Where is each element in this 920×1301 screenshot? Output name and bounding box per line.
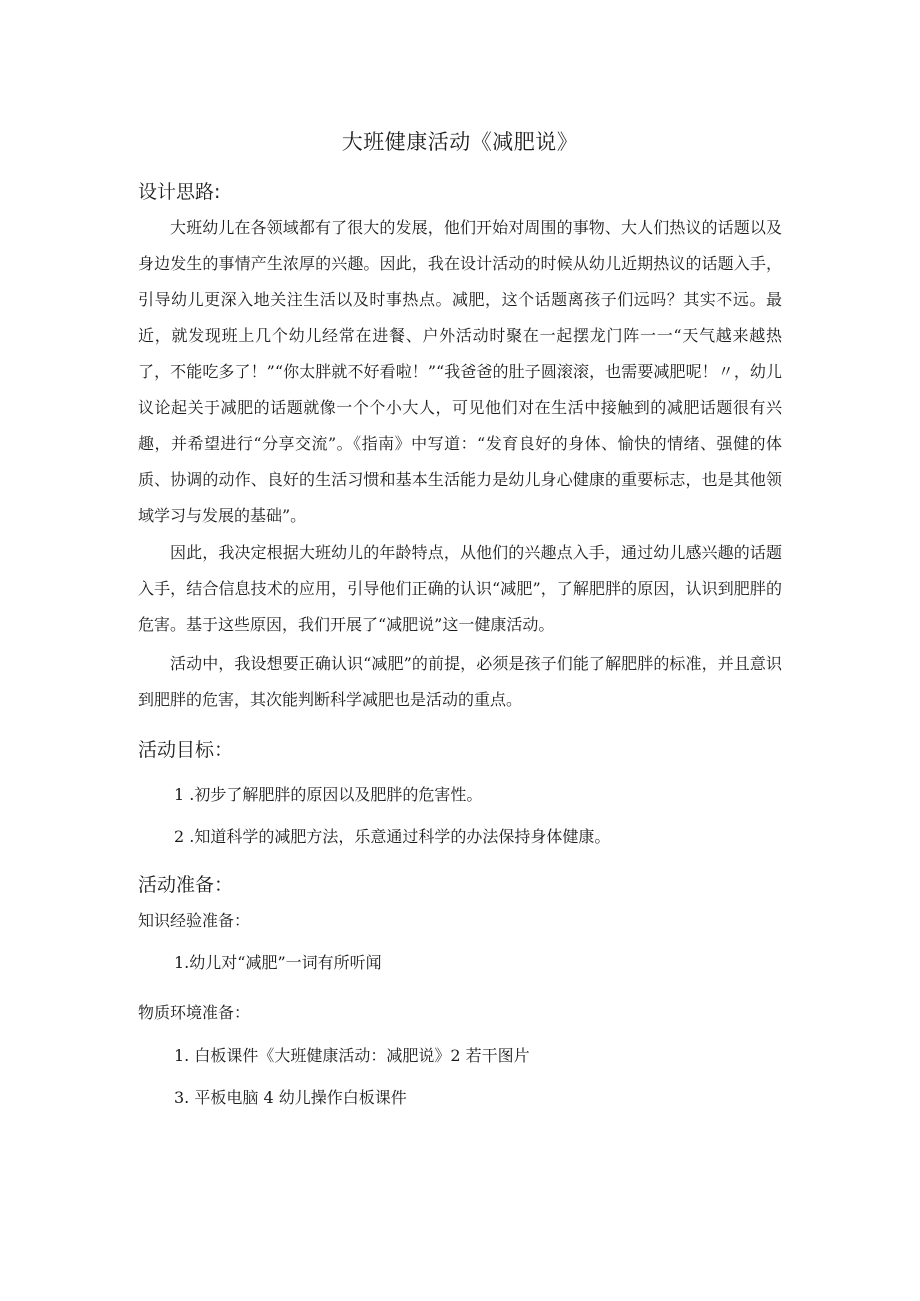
section-heading-design: 设计思路: (138, 181, 221, 203)
design-paragraph-1: 大班幼儿在各领域都有了很大的发展，他们开始对周围的事物、大人们热议的话题以及身边发生的事情产生浓厚的兴趣。因此，我在设计活动的时候从幼儿近期热议的话题入手，引导幼儿更深入地关注生活以及时事热点。减肥，这个话题离孩子们远吗？其实不远。最近，就发现班上几个幼儿经常在进餐、户外活动时聚在一起摆龙门阵一一“天气越来越热了，不能吃多了！”“你太胖就不好看啦！”“我爸爸的肚子圆滚滚，也需要减肥呢！〃，幼儿议论起关于减肥的话题就像一个个小大人，可见他们对在生活中接触到的减肥话题很有兴趣，并希望进行“分享交流”。《指南》中写道：“发育良好的身体、愉快的情绪、强健的体质、协调的动作、良好的生活习惯和基本生活能力是幼儿身心健康的重要标志，也是其他领域学习与发展的基础”。 (138, 218, 782, 525)
section-heading-prep: 活动准备： (138, 874, 234, 896)
design-paragraph-2: 因此，我决定根据大班幼儿的年龄特点，从他们的兴趣点入手，通过幼儿感兴趣的话题入手，结合信息技术的应用，引导他们正确的认识“减肥”，了解肥胖的原因，认识到肥胖的危害。基于这些原因，我们开展了“减肥说”这一健康活动。 (138, 543, 782, 634)
design-paragraph-3: 活动中，我设想要正确认识“减肥”的前提，必须是孩子们能了解肥胖的标准，并且意识到肥胖的危害，其次能判断科学减肥也是活动的重点。 (138, 654, 782, 709)
section-heading-goals: 活动目标： (138, 739, 234, 761)
knowledge-prep-label: 知识经验准备： (138, 911, 251, 930)
material-item-2: 3. 平板电脑 4 幼儿操作白板课件 (174, 1088, 407, 1107)
goal-item-2: 2 .知道科学的减肥方法，乐意通过科学的办法保持身体健康。 (174, 827, 611, 846)
knowledge-item-1: 1.幼儿对“减肥”一词有所听闻 (174, 953, 382, 972)
goal-item-1: 1 .初步了解肥胖的原因以及肥胖的危害性。 (174, 785, 483, 804)
document-title: 大班健康活动《减肥说》 (341, 130, 579, 154)
material-prep-label: 物质环境准备： (138, 1003, 251, 1022)
material-item-1: 1. 白板课件《大班健康活动：减肥说》2 若干图片 (174, 1046, 530, 1065)
